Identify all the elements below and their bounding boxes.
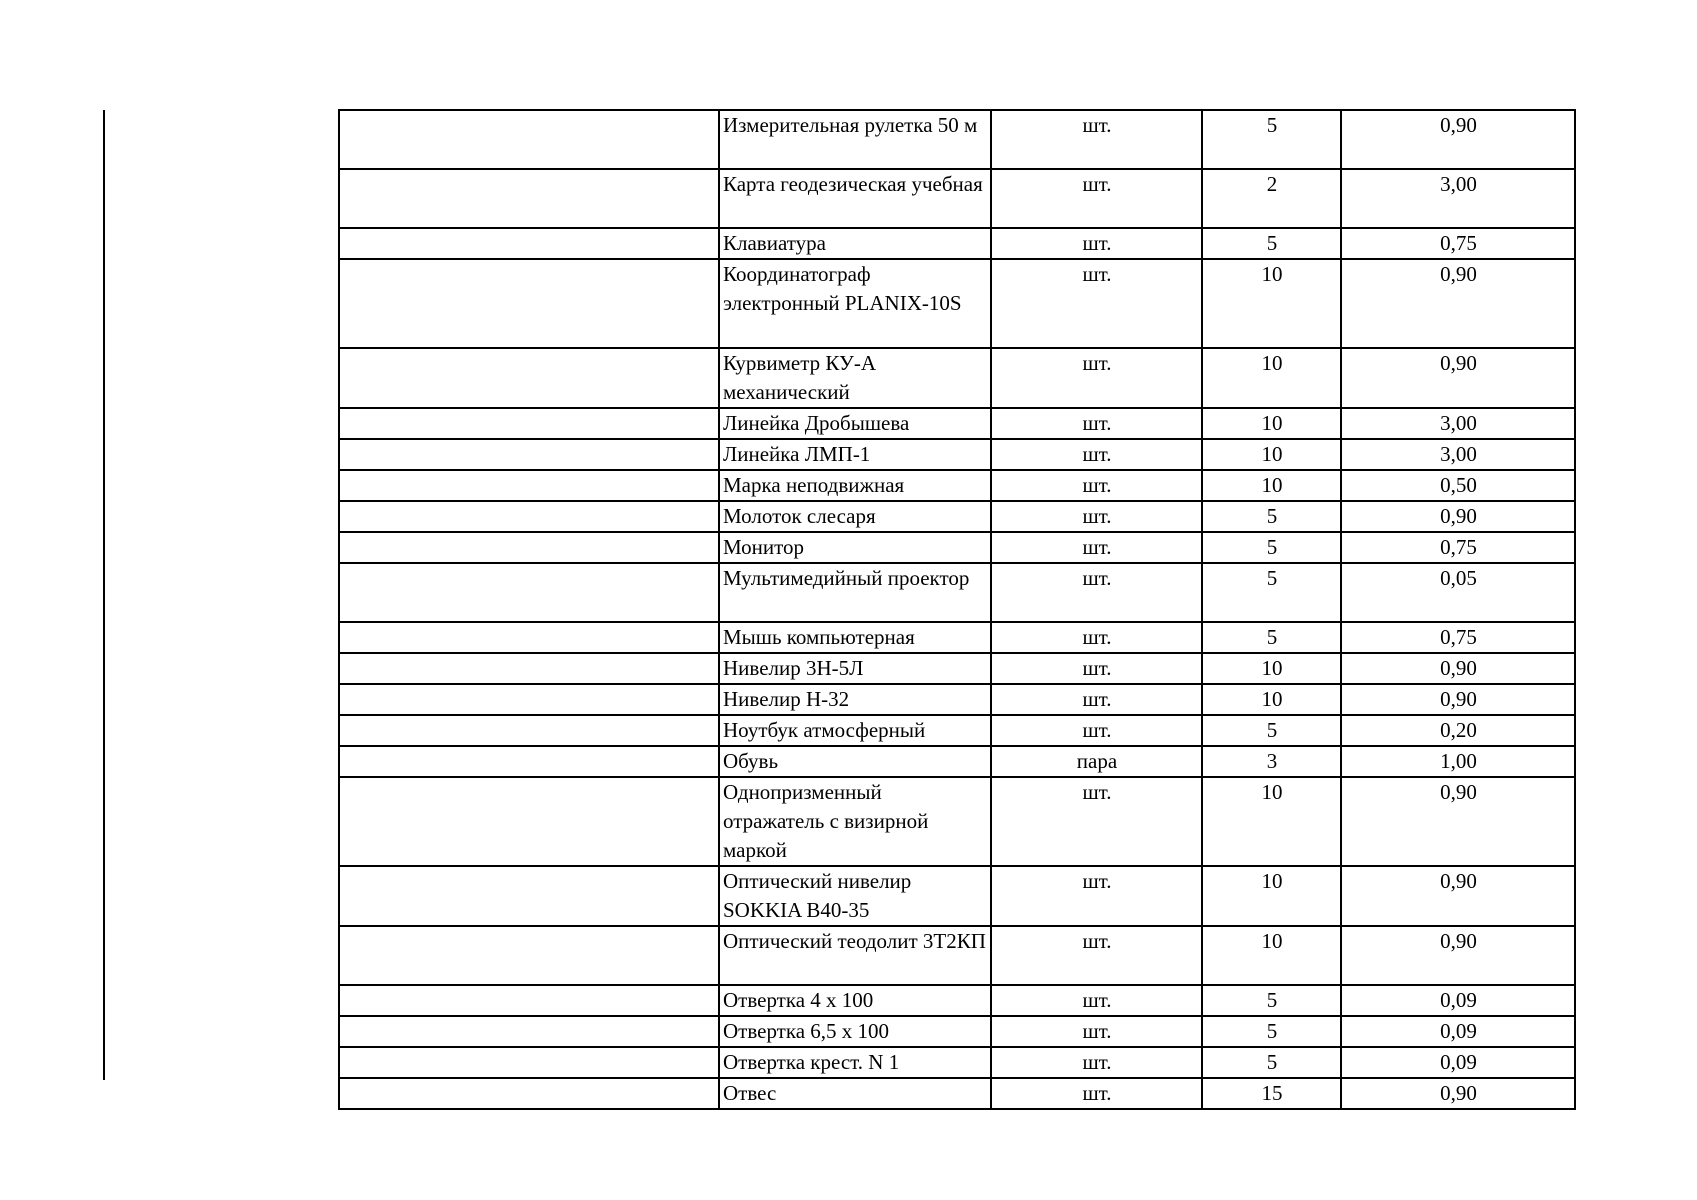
coefficient-cell: 3,00 [1341,408,1575,439]
quantity-cell: 5 [1202,1047,1341,1078]
quantity-cell: 5 [1202,985,1341,1016]
item-name-cell: Отвертка 4 х 100 [719,985,991,1016]
quantity-cell: 10 [1202,866,1341,926]
coefficient-cell: 1,00 [1341,746,1575,777]
quantity-cell: 5 [1202,622,1341,653]
unit-cell: шт. [991,228,1202,259]
item-name-cell: Линейка Дробышева [719,408,991,439]
coefficient-cell: 0,20 [1341,715,1575,746]
quantity-cell: 5 [1202,1016,1341,1047]
item-name-cell: Измерительная рулетка 50 м [719,110,991,169]
coefficient-cell: 0,90 [1341,926,1575,985]
table-row [339,169,1575,228]
empty-cell [339,1016,719,1047]
table-row [339,746,1575,777]
quantity-cell: 10 [1202,439,1341,470]
coefficient-cell: 0,90 [1341,110,1575,169]
unit-cell: шт. [991,501,1202,532]
quantity-cell: 10 [1202,408,1341,439]
item-name-cell: Оптический нивелир SOKKIA B40-35 [719,866,991,926]
unit-cell: шт. [991,684,1202,715]
item-name-cell: Марка неподвижная [719,470,991,501]
equipment-table-body [339,110,1575,1109]
empty-cell [339,169,719,228]
item-name-cell: Отвертка 6,5 х 100 [719,1016,991,1047]
coefficient-cell: 3,00 [1341,439,1575,470]
quantity-cell: 5 [1202,715,1341,746]
quantity-cell: 10 [1202,684,1341,715]
quantity-cell: 3 [1202,746,1341,777]
empty-cell [339,563,719,622]
empty-cell [339,653,719,684]
empty-cell [339,439,719,470]
unit-cell: пара [991,746,1202,777]
unit-cell: шт. [991,926,1202,985]
table-row [339,228,1575,259]
table-row [339,653,1575,684]
quantity-cell: 10 [1202,348,1341,408]
quantity-cell: 5 [1202,501,1341,532]
unit-cell: шт. [991,348,1202,408]
item-name-cell: Однопризменный отражатель с визирной маркой [719,777,991,866]
table-row [339,866,1575,926]
quantity-cell: 5 [1202,110,1341,169]
item-name-cell: Обувь [719,746,991,777]
coefficient-cell: 0,75 [1341,228,1575,259]
item-name-cell: Нивелир Н-32 [719,684,991,715]
empty-cell [339,684,719,715]
item-name-cell: Оптический теодолит 3Т2КП [719,926,991,985]
table-row [339,348,1575,408]
equipment-table [338,109,1576,1110]
item-name-cell: Мышь компьютерная [719,622,991,653]
table-row [339,622,1575,653]
coefficient-cell: 0,90 [1341,653,1575,684]
quantity-cell: 10 [1202,259,1341,348]
coefficient-cell: 0,09 [1341,1047,1575,1078]
unit-cell: шт. [991,439,1202,470]
empty-cell [339,926,719,985]
item-name-cell: Молоток слесаря [719,501,991,532]
empty-cell [339,408,719,439]
coefficient-cell: 0,75 [1341,532,1575,563]
empty-cell [339,866,719,926]
coefficient-cell: 0,09 [1341,985,1575,1016]
unit-cell: шт. [991,866,1202,926]
page-left-border [103,110,105,1080]
empty-cell [339,348,719,408]
item-name-cell: Координатограф электронный PLANIX-10S [719,259,991,348]
empty-cell [339,501,719,532]
coefficient-cell: 0,90 [1341,348,1575,408]
table-row [339,532,1575,563]
table-row [339,1078,1575,1109]
coefficient-cell: 0,90 [1341,777,1575,866]
table-row [339,1047,1575,1078]
quantity-cell: 10 [1202,777,1341,866]
coefficient-cell: 0,09 [1341,1016,1575,1047]
unit-cell: шт. [991,563,1202,622]
table-row [339,408,1575,439]
unit-cell: шт. [991,532,1202,563]
coefficient-cell: 0,90 [1341,1078,1575,1109]
quantity-cell: 5 [1202,563,1341,622]
empty-cell [339,985,719,1016]
item-name-cell: Курвиметр КУ-А механический [719,348,991,408]
unit-cell: шт. [991,777,1202,866]
item-name-cell: Отвес [719,1078,991,1109]
empty-cell [339,746,719,777]
item-name-cell: Линейка ЛМП-1 [719,439,991,470]
unit-cell: шт. [991,110,1202,169]
coefficient-cell: 0,50 [1341,470,1575,501]
quantity-cell: 10 [1202,653,1341,684]
unit-cell: шт. [991,1047,1202,1078]
coefficient-cell: 0,05 [1341,563,1575,622]
table-row [339,259,1575,348]
item-name-cell: Ноутбук атмосферный [719,715,991,746]
coefficient-cell: 0,90 [1341,259,1575,348]
unit-cell: шт. [991,1078,1202,1109]
unit-cell: шт. [991,985,1202,1016]
item-name-cell: Нивелир 3Н-5Л [719,653,991,684]
coefficient-cell: 3,00 [1341,169,1575,228]
unit-cell: шт. [991,169,1202,228]
unit-cell: шт. [991,259,1202,348]
unit-cell: шт. [991,653,1202,684]
empty-cell [339,259,719,348]
table-row [339,501,1575,532]
empty-cell [339,1078,719,1109]
unit-cell: шт. [991,1016,1202,1047]
coefficient-cell: 0,90 [1341,501,1575,532]
item-name-cell: Клавиатура [719,228,991,259]
empty-cell [339,532,719,563]
table-row [339,1016,1575,1047]
quantity-cell: 15 [1202,1078,1341,1109]
item-name-cell: Отвертка крест. N 1 [719,1047,991,1078]
table-row [339,985,1575,1016]
quantity-cell: 10 [1202,926,1341,985]
empty-cell [339,777,719,866]
empty-cell [339,622,719,653]
coefficient-cell: 0,90 [1341,866,1575,926]
coefficient-cell: 0,90 [1341,684,1575,715]
unit-cell: шт. [991,470,1202,501]
empty-cell [339,1047,719,1078]
item-name-cell: Карта геодезическая учебная [719,169,991,228]
table-row [339,470,1575,501]
table-row [339,777,1575,866]
item-name-cell: Монитор [719,532,991,563]
table-row [339,439,1575,470]
table-row [339,926,1575,985]
unit-cell: шт. [991,408,1202,439]
table-row [339,563,1575,622]
coefficient-cell: 0,75 [1341,622,1575,653]
empty-cell [339,228,719,259]
quantity-cell: 5 [1202,532,1341,563]
table-row [339,715,1575,746]
quantity-cell: 2 [1202,169,1341,228]
item-name-cell: Мультимедийный проектор [719,563,991,622]
empty-cell [339,470,719,501]
table-row [339,110,1575,169]
empty-cell [339,715,719,746]
quantity-cell: 5 [1202,228,1341,259]
empty-cell [339,110,719,169]
unit-cell: шт. [991,715,1202,746]
table-row [339,684,1575,715]
unit-cell: шт. [991,622,1202,653]
quantity-cell: 10 [1202,470,1341,501]
